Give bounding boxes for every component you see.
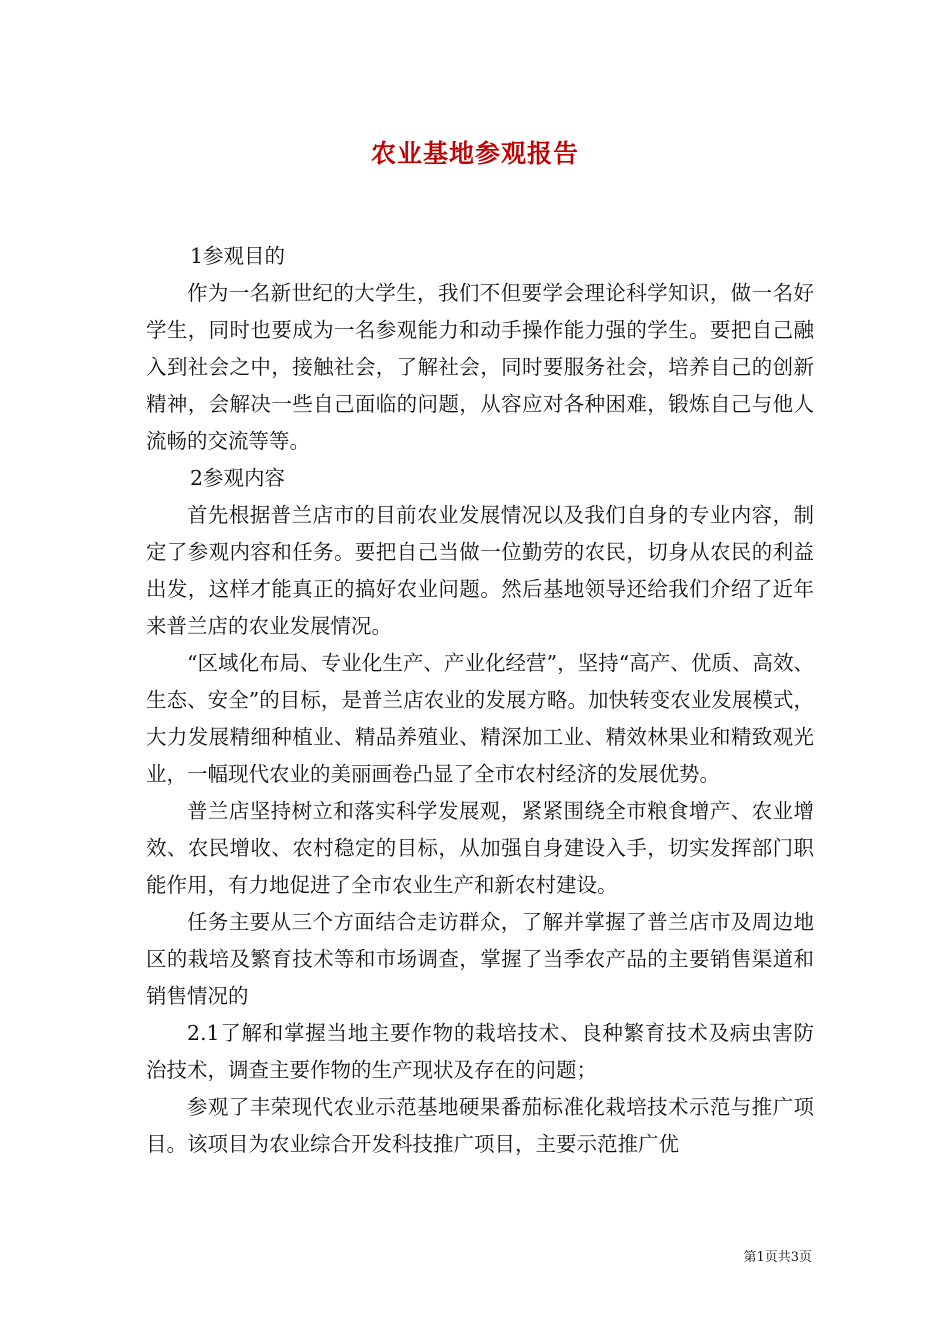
document-body	[146, 238, 814, 1163]
subsection-2-1: 2.1了解和掌握当地主要作物的栽培技术、良种繁育技术及病虫害防治技术，调查主要作物的生产现状及存在的问题；	[146, 1021, 814, 1082]
document-title: 农业基地参观报告	[370, 139, 579, 168]
page-number: 第1页共3页	[743, 1250, 812, 1265]
paragraph-content-intro: 首先根据普兰店市的目前农业发展情况以及我们自身的专业内容，制定了参观内容和任务。要把自己当做一位勤劳的农民，切身从农民的利益出发，这样才能真正的搞好农业问题。然后基地领导还给我们介绍了近年来普兰店的农业发展情况。	[146, 503, 814, 638]
paragraph-purpose: 作为一名新世纪的大学生，我们不但要学会理论科学知识，做一名好学生，同时也要成为一名参观能力和动手操作能力强的学生。要把自己融入到社会之中，接触社会，了解社会，同时要服务社会，培养自己的创新精神，会解决一些自己面临的问题，从容应对各种困难，锻炼自己与他人流畅的交流等等。	[146, 281, 814, 453]
section-heading-content: 2参观内容	[190, 466, 286, 490]
paragraph-strategy: “区域化布局、专业化生产、产业化经营”，坚持“高产、优质、高效、生态、安全”的目标，是普兰店农业的发展方略。加快转变农业发展模式，大力发展精细种植业、精品养殖业、精深加工业、精效林果业和精致观光业，一幅现代农业的美丽画卷凸显了全市农村经济的发展优势。	[146, 651, 814, 786]
paragraph-tasks: 任务主要从三个方面结合走访群众，了解并掌握了普兰店市及周边地区的栽培及繁育技术等和市场调查，掌握了当季农产品的主要销售渠道和销售情况的	[146, 910, 814, 1008]
paragraph-visit-project: 参观了丰荣现代农业示范基地硬果番茄标准化栽培技术示范与推广项目。该项目为农业综合开发科技推广项目，主要示范推广优	[146, 1095, 814, 1156]
section-heading-purpose: 1参观目的	[190, 244, 286, 268]
paragraph-development: 普兰店坚持树立和落实科学发展观，紧紧围绕全市粮食增产、农业增效、农民增收、农村稳定的目标，从加强自身建设入手，切实发挥部门职能作用，有力地促进了全市农业生产和新农村建设。	[146, 799, 814, 897]
